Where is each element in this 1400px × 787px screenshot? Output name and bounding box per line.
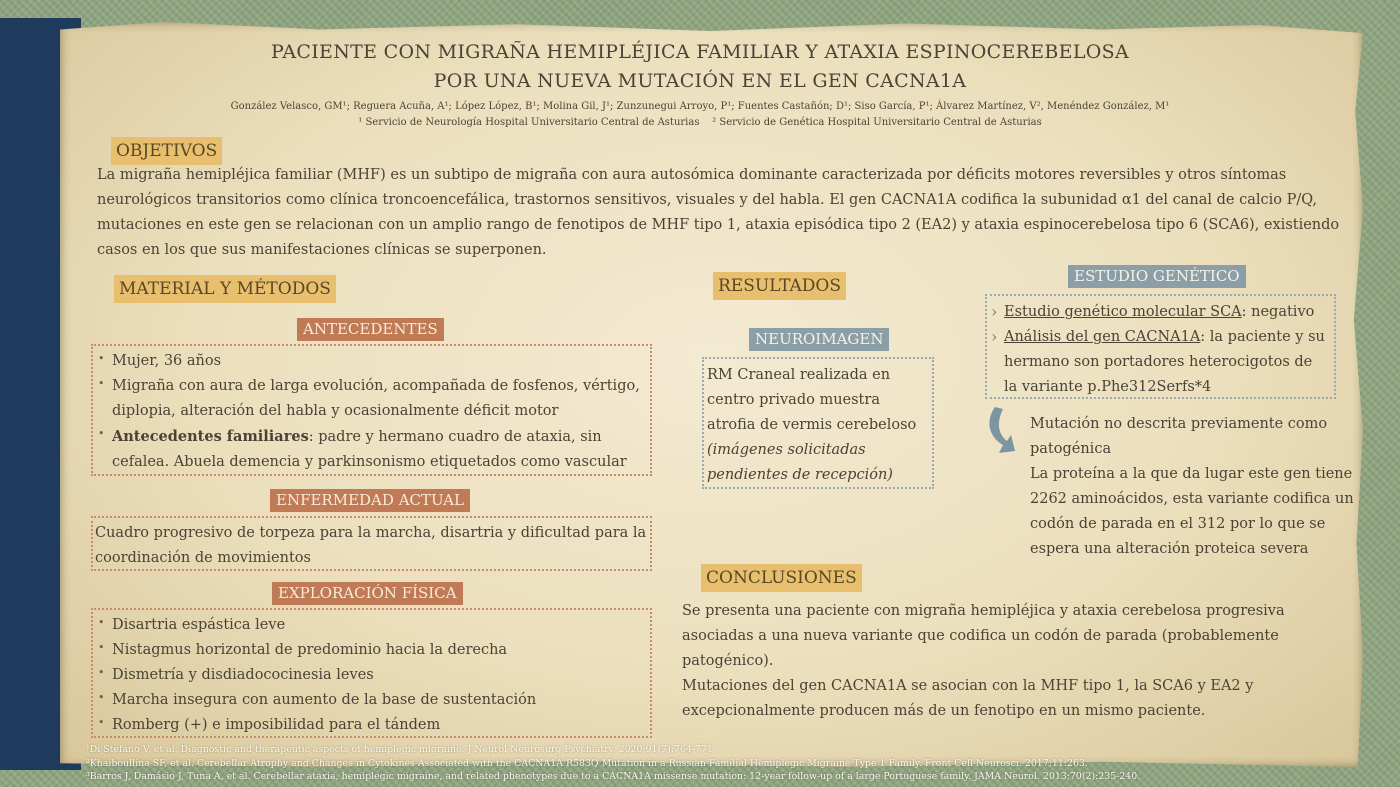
exploracion-list [96,613,646,738]
neuroimagen-text: RM Craneal realizada en centro privado muestra atrofia de vermis cerebeloso [707,367,917,433]
objetivos-heading: OBJETIVOS [111,137,222,165]
reference-item: ³Barros J, Damásio J, Tuna A, et al. Cerebellar ataxia, hemiplegic migraine, and related phenotypes due to a CACNA1A missense mutation: 12-year follow-up of a large Portuguese family. JAMA Neurol. 2013;70(2):235-240. [86,771,1141,782]
antecedentes-item: • Mujer, 36 años [96,349,646,374]
conclusiones-text-2: Mutaciones del gen CACNA1A se asocian con la MHF tipo 1, la SCA6 y EA2 y excepcionalmente producen más de un fenotipo en un mismo paciente. [682,678,1254,719]
enfermedad-text: Cuadro progresivo de torpeza para la marcha, disartria y dificultad para la coordinación de movimientos [95,525,647,566]
exploracion-item: • Dismetría y disdiadococinesia leves [96,663,646,688]
exploracion-heading: EXPLORACIÓN FÍSICA [272,582,463,605]
genetico-list [988,300,1330,400]
exploracion-item: • Romberg (+) e imposibilidad para el tándem [96,713,646,738]
exploracion-item: • Disartria espástica leve [96,613,646,638]
antecedentes-familiares-text: : padre y hermano cuadro de ataxia, sin cefalea. Abuela demencia y parkinsonismo etiquetados como vascular [112,429,627,470]
antecedentes-familiares-label: Antecedentes familiares [112,428,309,445]
genetico-sca-result: : negativo [1241,304,1315,320]
genetico-box [985,294,1336,399]
antecedentes-heading: ANTECEDENTES [297,318,444,341]
genetico-cacna1a-link: Análisis del gen CACNA1A [1004,329,1201,345]
reference-item: ²Khaiboullina SF, et al. Cerebellar Atrophy and Changes in Cytokines Associated with the CACNA1A R583Q Mutation in a Russian Familial Hemiplegic Migraine Type 1 Family. Front Cell Neurosci. 2017;11:263. [86,757,1088,769]
reference-item: ¹Di Stefano V, et al. Diagnostic and therapeutic aspects of hemiplegic migraine. J Neurol Neurosurg Psychiatry. 2020;91(7):764-771 [86,744,713,755]
genetico-item [988,300,1330,325]
mutacion-text [1030,412,1360,562]
author-names: González Velasco, GM¹; Reguera Acuña, A¹; López López, B¹; Molina Gil, J¹; Zunzunegui Arroyo, P¹; Fuentes Castañón; D¹; Siso García, P¹; Álvarez Martínez, V², Menéndez González, M¹ [230,101,1170,112]
resultados-heading: RESULTADOS [713,272,846,300]
antecedentes-item: • Migraña con aura de larga evolución, acompañada de fosfenos, vértigo, diplopia, alteración del habla y ocasionalmente déficit motor [96,374,646,424]
curved-arrow-icon [985,405,1025,461]
genetico-sca-link: Estudio genético molecular SCA [1004,304,1242,320]
genetico-item [988,325,1330,400]
conclusiones-text [682,599,1302,724]
poster-title [150,38,1250,96]
antecedentes-list [96,349,646,475]
references [86,743,1366,784]
antecedentes-item [96,424,646,475]
author-affiliations: ¹ Servicio de Neurología Hospital Universitario Central de Asturias ² Servicio de Genética Hospital Universitario Central de Asturias [358,117,1042,128]
neuroimagen-note: (imágenes solicitadas pendientes de recepción) [707,442,893,483]
material-heading: MATERIAL Y MÉTODOS [114,275,336,303]
enfermedad-box [91,516,652,571]
neuroimagen-heading: NEUROIMAGEN [749,328,889,351]
antecedentes-box [91,344,652,476]
exploracion-item: • Nistagmus horizontal de predominio hacia la derecha [96,638,646,663]
conclusiones-text-1: Se presenta una paciente con migraña hemipléjica y ataxia cerebelosa progresiva asociadas a una nueva variante que codifica un codón de parada (probablemente patogénico). [682,603,1285,669]
exploracion-box [91,608,652,738]
mutacion-text-1: Mutación no descrita previamente como patogénica [1030,416,1328,457]
enfermedad-heading: ENFERMEDAD ACTUAL [270,489,470,512]
title-line-1: PACIENTE CON MIGRAÑA HEMIPLÉJICA FAMILIAR Y ATAXIA ESPINOCEREBELOSA [271,41,1129,63]
genetico-heading: ESTUDIO GENÉTICO [1068,265,1246,288]
conclusiones-heading: CONCLUSIONES [701,564,862,592]
objetivos-text: La migraña hemipléjica familiar (MHF) es un subtipo de migraña con aura autosómica dominante caracterizada por déficits motores reversibles y otros síntomas neurológicos transitorios como clínica troncoencefálica, trastornos sensitivos, visuales y del habla. El gen CACNA1A codifica la subunidad α1 del canal de calcio P/Q, mutaciones en este gen se relacionan con un amplio rango de fenotipos de MHF tipo 1, ataxia episódica tipo 2 (EA2) y ataxia espinocerebelosa tipo 6 (SCA6), existiendo casos en los que sus manifestaciones clínicas se superponen. [97,167,1340,258]
authors-block [120,99,1280,131]
title-line-2: POR UNA NUEVA MUTACIÓN EN EL GEN CACNA1A [433,70,967,92]
neuroimagen-box [702,357,934,489]
mutacion-text-2: La proteína a la que da lugar este gen tiene 2262 aminoácidos, esta variante codifica un codón de parada en el 312 por lo que se espera una alteración proteica severa [1030,466,1354,557]
exploracion-item: • Marcha insegura con aumento de la base de sustentación [96,688,646,713]
genetico-cacna1a-result: : la paciente y su hermano son portadores heterocigotos de la variante p.Phe312Serfs*4 [1004,329,1325,395]
